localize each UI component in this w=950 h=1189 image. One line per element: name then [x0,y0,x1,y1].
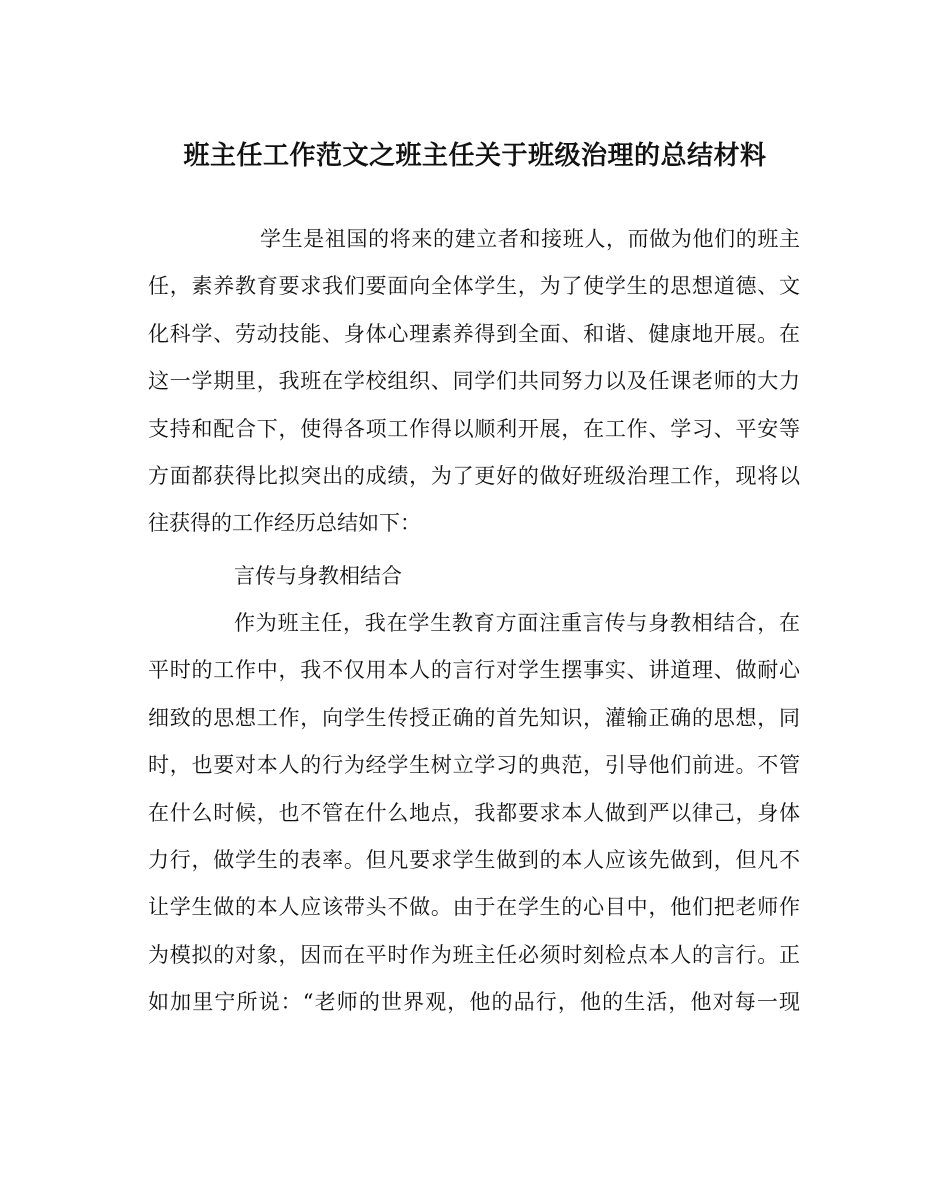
paragraph-line: 往获得的工作经历总结如下： [148,511,421,536]
intro-paragraph [148,216,800,548]
section-heading [148,553,800,600]
paragraph-line: 学生是祖国的将来的建立者和接班人，而做为他们的班主 [260,227,800,251]
paragraph-line: 任，素养教育要求我们要面向全体学生，为了使学生的思想道德、文 [148,274,800,299]
paragraph-line: 如加里宁所说：“老师的世界观，他的品行，他的生活，他对每一现 [148,990,800,1015]
paragraph-line: 在什么时候，也不管在什么地点，我都要求本人做到严以律己，身体 [148,800,800,825]
document-title: 班主任工作范文之班主任关于班级治理的总结材料 [183,141,767,171]
paragraph-line: 力行，做学生的表率。但凡要求学生做到的本人应该先做到，但凡不 [148,847,800,872]
paragraph-line: 细致的思想工作，向学生传授正确的首先知识，灌输正确的思想，同 [148,705,800,730]
paragraph-line: 让学生做的本人应该带头不做。由于在学生的心目中，他们把老师作 [148,895,800,920]
paragraph-line: 时，也要对本人的行为经学生树立学习的典范，引导他们前进。不管 [148,753,800,778]
paragraph-line: 支持和配合下，使得各项工作得以顺利开展，在工作、学习、平安等 [148,416,800,441]
paragraph-line: 作为班主任，我在学生教育方面注重言传与身教相结合，在 [234,611,800,635]
paragraph-line: 为模拟的对象，因而在平时作为班主任必须时刻检点本人的言行。正 [148,942,800,967]
paragraph-line: 平时的工作中，我不仅用本人的言行对学生摆事实、讲道理、做耐心 [148,658,800,683]
section-heading-text: 言传与身教相结合 [234,564,402,588]
section-paragraph [148,600,800,1027]
paragraph-line: 方面都获得比拟突出的成绩，为了更好的做好班级治理工作，现将以 [148,463,800,488]
paragraph-line: 这一学期里，我班在学校组织、同学们共同努力以及任课老师的大力 [148,369,800,394]
paragraph-line: 化科学、劳动技能、身体心理素养得到全面、和谐、健康地开展。在 [148,321,800,346]
